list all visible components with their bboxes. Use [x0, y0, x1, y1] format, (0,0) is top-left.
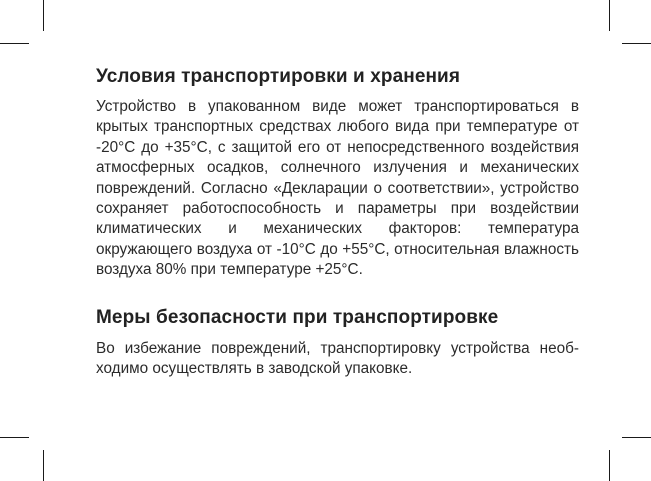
section-body: Устройство в упакованном виде может транспортироваться в крытых транспортных средствах любого вида при температуре от -20°C до +35°C, с защитой его от непосредственного воздействия атмосферных осадков, солнечного излучения и механических повреждений. Согласно «Декларации о соответствии», устройство сохраняет работоспособность и параметры при воздействии климатических и механических факторов: температура окружающего воздуха от -10°C до +55°C, относительная влажность воздуха 80% при температуре +25°C.: [96, 98, 579, 279]
section-heading: Условия транспортировки и хранения: [96, 66, 461, 87]
crop-mark-top-left-vertical: [43, 0, 44, 31]
section-body: Во избежание повреждений, транспортировку устройства необходимо осуществлять в заводской упаковке.: [96, 339, 579, 378]
crop-mark-top-left-horizontal: [0, 43, 29, 44]
crop-mark-top-right-vertical: [609, 0, 610, 31]
page-content: [96, 65, 579, 379]
crop-mark-bottom-right-vertical: [609, 450, 610, 481]
section-heading: Меры безопасности при транспортировке: [96, 306, 499, 328]
crop-mark-bottom-left-vertical: [43, 450, 44, 481]
transport-storage-section: [96, 65, 579, 281]
transport-safety-section: [96, 306, 579, 380]
crop-mark-top-right-horizontal: [622, 43, 651, 44]
crop-mark-bottom-left-horizontal: [0, 437, 29, 438]
crop-mark-bottom-right-horizontal: [622, 437, 651, 438]
